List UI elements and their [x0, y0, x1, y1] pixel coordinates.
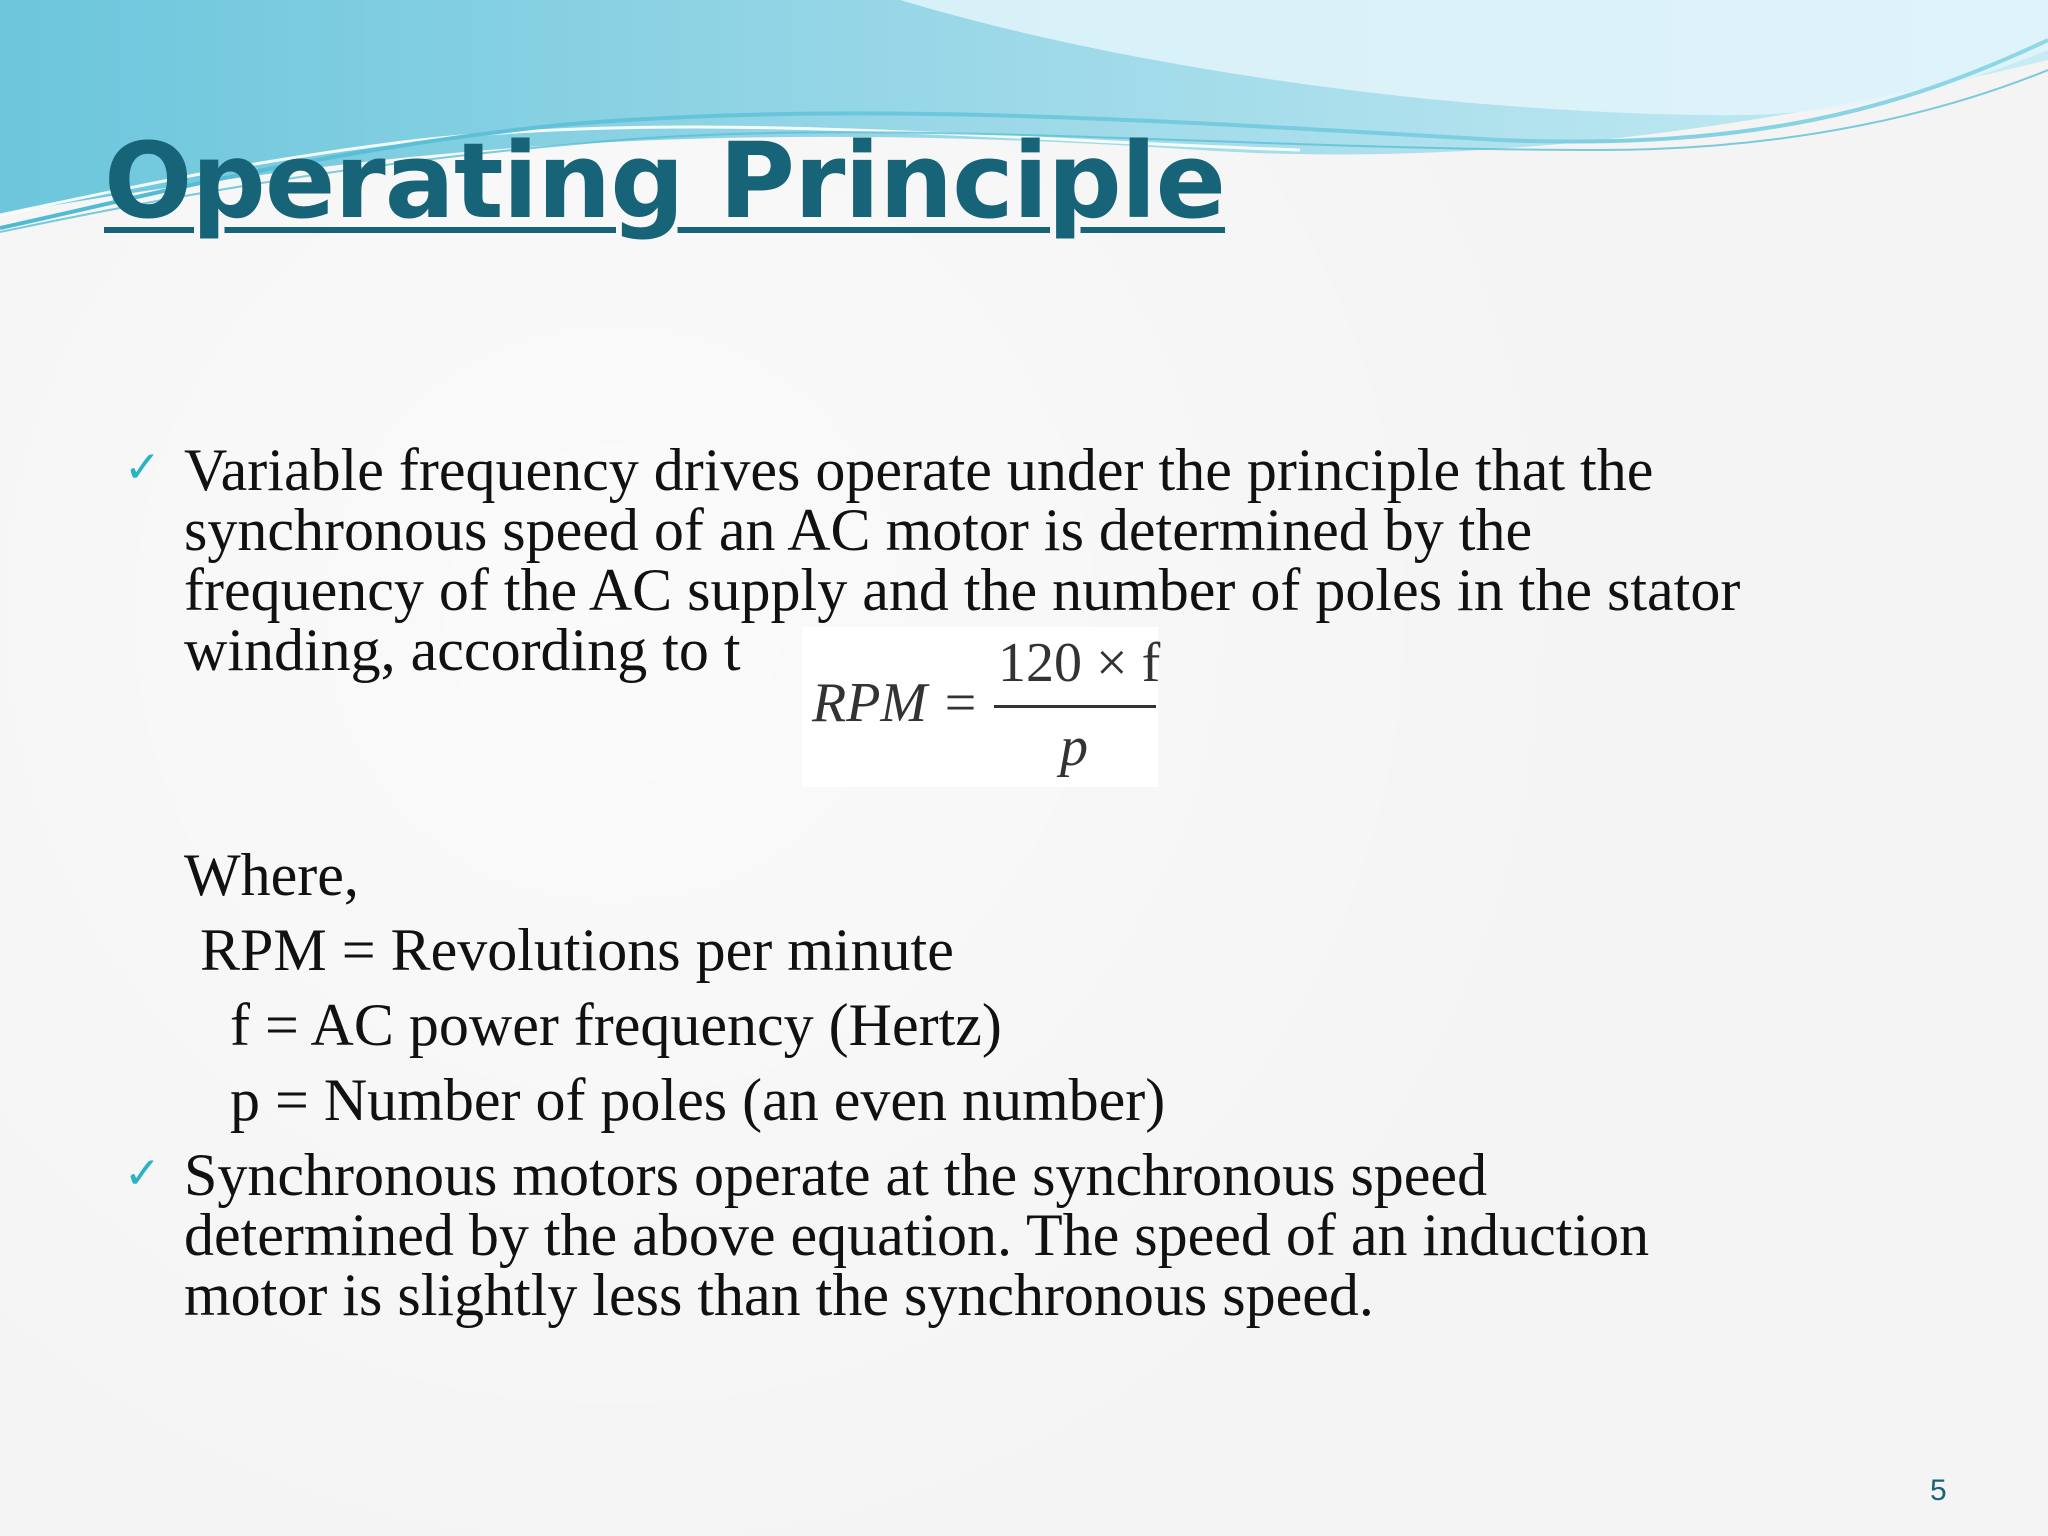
formula-fraction-bar: [994, 705, 1156, 708]
bullet2-line3: motor is slightly less than the synchronous speed.: [184, 1262, 1374, 1328]
formula-lhs: RPM =: [812, 672, 979, 734]
bullet1-line4: winding, according to t: [184, 617, 741, 683]
bullet2-line1: Synchronous motors operate at the synchronous speed: [184, 1142, 1488, 1208]
where-heading: Where,: [184, 842, 359, 908]
formula-denominator: p: [1060, 716, 1088, 778]
slide-title: Operating Principle: [104, 120, 1226, 242]
where-p-definition: p = Number of poles (an even number): [230, 1067, 1166, 1133]
bullet1-line3: frequency of the AC supply and the number of poles in the stator: [184, 557, 1741, 623]
bullet1-line1: Variable frequency drives operate under the principle that the: [184, 437, 1654, 503]
rpm-formula: [802, 627, 1161, 787]
page-number: 5: [1930, 1474, 1947, 1507]
where-f-definition: f = AC power frequency (Hertz): [230, 992, 1002, 1058]
checkmark-icon: ✓: [124, 1148, 161, 1199]
formula-numerator: 120 × f: [998, 632, 1161, 694]
bullet2-line2: determined by the above equation. The speed of an induction: [184, 1202, 1650, 1268]
bullet1-line2: synchronous speed of an AC motor is determined by the: [184, 497, 1533, 563]
where-rpm-definition: RPM = Revolutions per minute: [200, 917, 954, 983]
checkmark-icon: ✓: [124, 442, 161, 493]
